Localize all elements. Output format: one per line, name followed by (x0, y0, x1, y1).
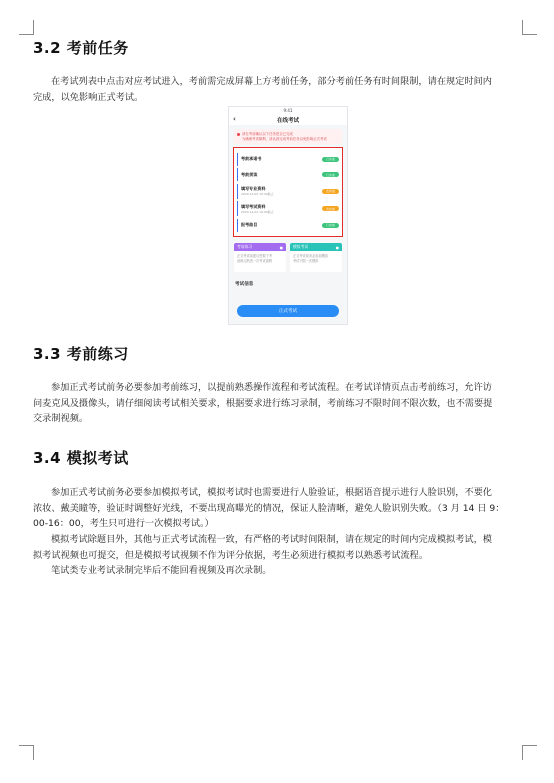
card-text: 考试不限一次模拟 (293, 258, 319, 263)
task-name: 报考曲目 (241, 222, 258, 228)
card-body (234, 251, 286, 266)
phone-title: 在线考试 (276, 117, 299, 124)
task-item[interactable] (237, 153, 339, 166)
phone-status-bar (229, 107, 347, 114)
text-line: 问麦克风及摄像头，请仔细阅读考试相关要求，根据要求进行练习录制，考前练习不限时间不限次数，也不需要提 (33, 397, 493, 409)
text-line: 完成，以免影响正式考试。 (33, 91, 144, 103)
crop-mark-top-right (522, 20, 537, 35)
phone-screenshot (228, 106, 348, 325)
notice-banner (234, 129, 342, 144)
task-name: 考前须读 (241, 171, 258, 177)
notice-line: 请在考前确认以下任务是否已完成 (242, 132, 293, 136)
text-line: 在考试列表中点击对应考试进入，考前需完成屏幕上方考前任务，部分考前任务有时间限制，请在规定时间内 (51, 76, 492, 87)
card-text: 正式考试前务必参加模拟 (293, 254, 329, 259)
task-status-badge[interactable]: 去完成 (322, 189, 339, 194)
section-3-4-paragraph-1 (33, 485, 523, 532)
task-deadline: 2020.12.02 10:00截止 (241, 192, 274, 197)
practice-cards (234, 243, 342, 272)
task-status-badge[interactable]: 已完成 (322, 223, 339, 228)
section-3-3-paragraph (33, 380, 523, 427)
text-line: 00-16：00，考生只可进行一次模拟考试。） (33, 518, 214, 529)
start-exam-button[interactable]: 正式考试 (237, 305, 339, 317)
text-line: 模拟考试除题目外，其他与正式考试流程一致，有严格的考试时间限制，请在规定的时间内完成模拟考试，模 (51, 534, 492, 545)
task-status-badge[interactable]: 已完成 (322, 172, 339, 177)
text-line: 浓妆、戴美瞳等，验证时调整好光线，不要出现高曝光的情况，保证人脸清晰，避免人脸识别失败。（3 月 14 日 9： (33, 502, 505, 514)
text-line: 交录制视频。 (33, 413, 89, 424)
section-3-4-paragraph-3 (33, 563, 523, 579)
card-title: 考前练习 (237, 244, 253, 250)
section-3-4-paragraph-2 (33, 532, 523, 563)
text-line: 笔试类专业考试录制完毕后不能回看视频及再次录制。 (51, 565, 272, 576)
back-arrow-icon[interactable]: ‹ (233, 115, 236, 123)
task-name: 考前承诺书 (241, 156, 262, 162)
crop-mark-bottom-left (19, 745, 34, 760)
card-header (234, 243, 286, 251)
task-name-block (241, 204, 274, 214)
mock-exam-card[interactable] (290, 243, 342, 272)
task-name-block (241, 186, 274, 196)
card-title: 模拟考试 (293, 244, 309, 250)
card-text: 正式考试前建议您做下考 (237, 254, 273, 259)
text-line: 参加正式考试前务必要参加考前练习，以提前熟悉操作流程和考试流程。在考试详情页点击考前练习，允许访 (51, 382, 492, 393)
card-text: 前练习熟悉一次考试流程 (237, 258, 273, 263)
task-name: 填写考试资料 (241, 203, 266, 209)
task-status-badge[interactable]: 去完成 (322, 206, 339, 211)
phone-nav-bar (229, 114, 347, 125)
alert-dot-icon (237, 133, 240, 136)
info-icon: ● (335, 244, 339, 250)
section-3-2-paragraph (33, 74, 523, 105)
task-name: 填写专业资料 (241, 186, 266, 192)
task-status-badge[interactable]: 已完成 (322, 157, 339, 162)
exam-info-label: 考试信息 (235, 282, 254, 288)
task-item[interactable] (237, 184, 339, 199)
crop-mark-top-left (19, 20, 34, 35)
pre-exam-task-list (233, 147, 343, 237)
practice-card[interactable] (234, 243, 286, 272)
info-icon: ● (279, 244, 283, 250)
text-line: 拟考试视频也可提交，但是模拟考试视频不作为评分依据，考生必须进行模拟考以熟悉考试流程。 (33, 549, 429, 561)
task-item[interactable] (237, 168, 339, 181)
section-heading-3-2: 3.2 考前任务 (33, 39, 129, 57)
card-header (290, 243, 342, 251)
task-item[interactable] (237, 201, 339, 216)
notice-line: 为确保考试顺利，请认真完成考前任务以免影响正式考试 (242, 136, 327, 141)
card-body (290, 251, 342, 266)
task-item[interactable] (237, 219, 339, 232)
section-heading-3-3: 3.3 考前练习 (33, 345, 129, 363)
text-line: 参加正式考试前务必要参加模拟考试，模拟考试时也需要进行人脸验证，根据语音提示进行人脸识别，不要化 (51, 487, 492, 498)
crop-mark-bottom-right (522, 745, 537, 760)
task-deadline: 2020.12.02 10:00截止 (241, 209, 274, 214)
section-heading-3-4: 3.4 模拟考试 (33, 449, 129, 467)
status-time: 9:41 (283, 108, 293, 113)
